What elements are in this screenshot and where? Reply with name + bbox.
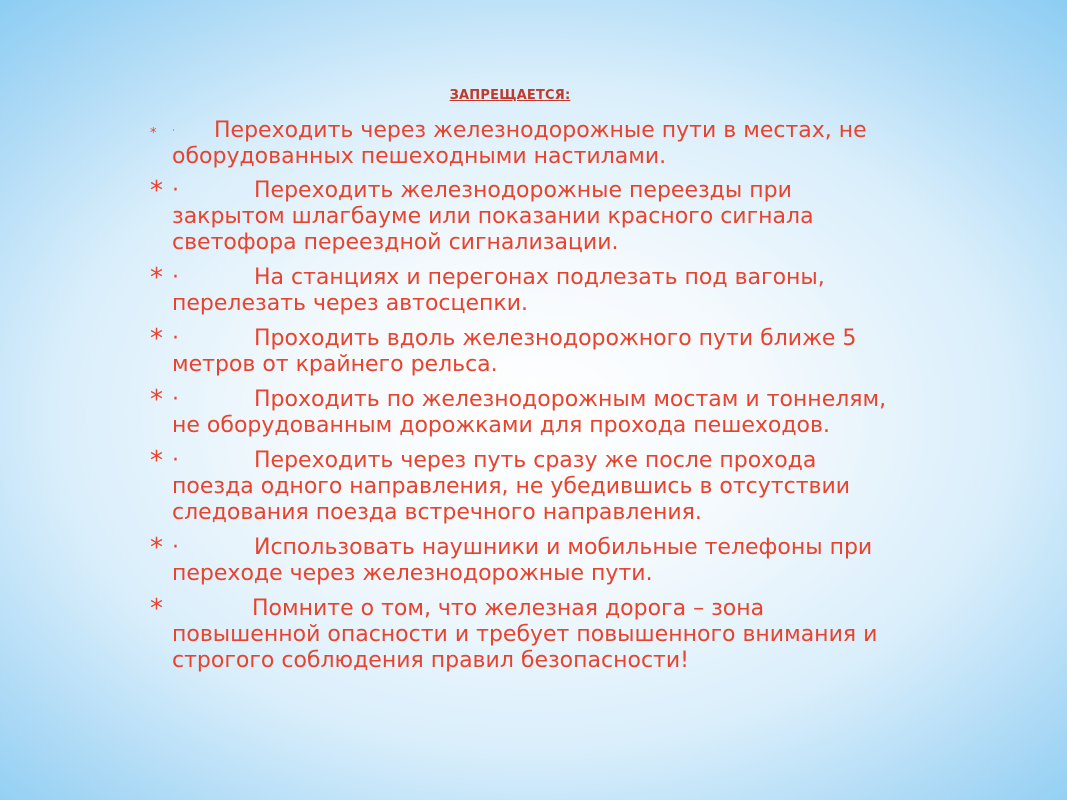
list-item-text: Переходить железнодорожные переезды при закрытом шлагбауме или показании красного сигнала светофора переездной сигнализации. [172,178,814,255]
star-bullet-icon: * [150,594,163,624]
dot-bullet-icon: · [172,535,179,560]
list-item-text: Проходить по железнодорожным мостам и тоннелям, не оборудованным дорожками для прохода пешеходов. [172,387,887,438]
prohibitions-list [150,118,890,683]
dot-bullet-icon: · [172,387,179,412]
star-bullet-icon: * [150,446,163,476]
dot-bullet-icon: · [172,126,175,136]
dot-bullet-icon: · [172,326,179,351]
star-bullet-icon: * [150,126,157,141]
list-item [150,448,890,526]
star-bullet-icon: * [150,533,163,563]
list-item [150,265,890,317]
dot-bullet-icon: · [172,448,179,473]
dot-bullet-icon: · [172,265,179,290]
star-bullet-icon: * [150,385,163,415]
list-item-text: Помните о том, что железная дорога – зона повышенной опасности и требует повышенного внимания и строгого соблюдения правил безопасности! [172,596,878,673]
star-bullet-icon: * [150,176,163,206]
list-item-text: Переходить через путь сразу же после прохода поезда одного направления, не убедившись в отсутствии следования поезда встречного направления. [172,448,851,525]
list-item-text: На станциях и перегонах подлезать под вагоны, перелезать через автосцепки. [172,265,825,316]
dot-bullet-icon: · [172,178,179,203]
list-item [150,326,890,378]
star-bullet-icon: * [150,324,163,354]
list-item-text: Переходить через железнодорожные пути в местах, не оборудованных пешеходными настилами. [172,118,867,169]
list-item-text: Использовать наушники и мобильные телефоны при переходе через железнодорожные пути. [172,535,873,586]
list-item [150,118,890,170]
list-item [150,387,890,439]
star-bullet-icon: * [150,263,163,293]
list-item [150,596,890,674]
slide-heading: ЗАПРЕЩАЕТСЯ: [449,88,571,103]
list-item [150,535,890,587]
list-item [150,178,890,256]
list-item-text: Проходить вдоль железнодорожного пути ближе 5 метров от крайнего рельса. [172,326,857,377]
